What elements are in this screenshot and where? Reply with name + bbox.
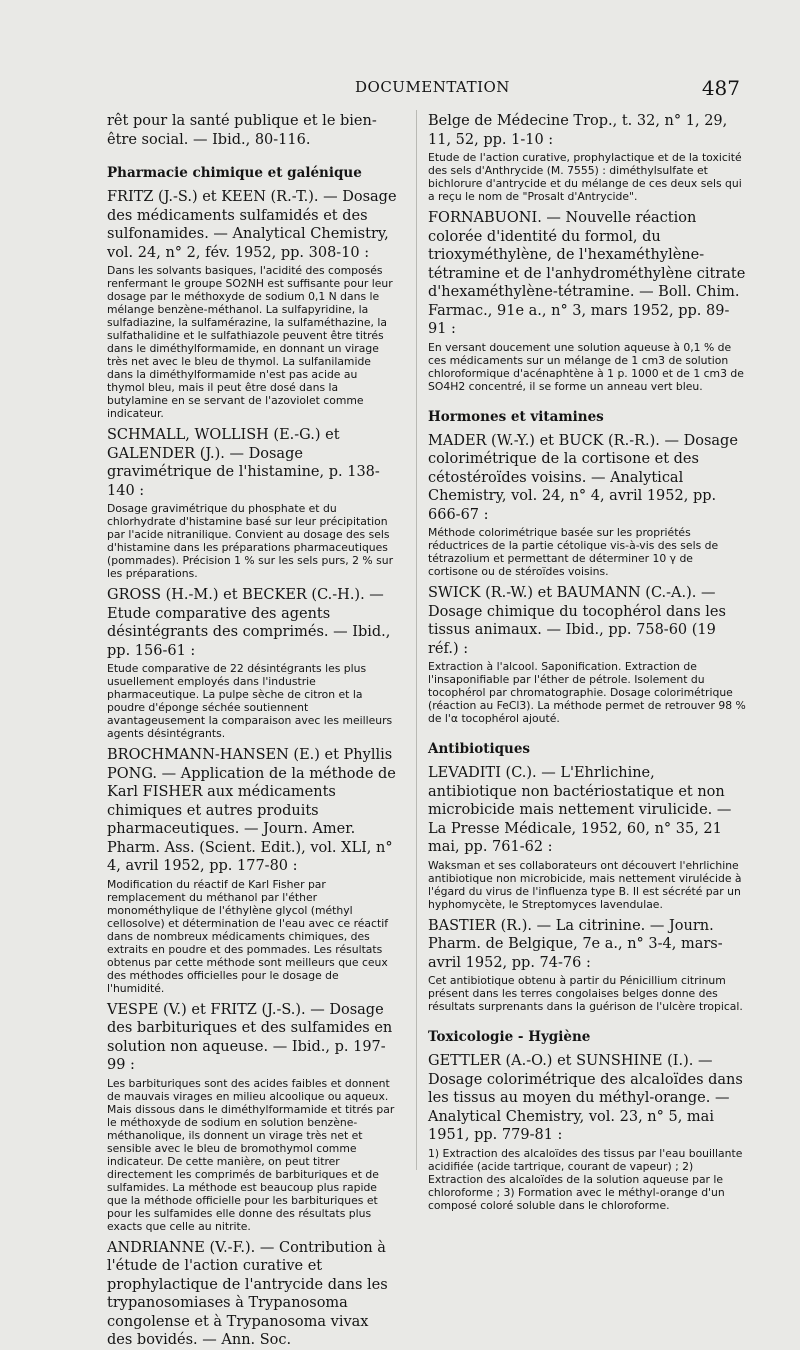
entry-title: MADER (W.-Y.) et BUCK (R.-R.). — Dosage colorimétrique de la cortisone et des cétostéroïdes voisins. — Analytical Chemistry, vol. 24, n° 4, avril 1952, pp. 666-67 : (428, 432, 738, 523)
entry-summary: Etude comparative de 22 désintégrants les plus usuellement employés dans l'industrie pharmaceutique. La pulpe sèche de citron et la poudre d'éponge séchée soutiennent avantageusement la comparaison avec les meilleurs agents désintégrants. (107, 662, 393, 740)
entry-summary: Dosage gravimétrique du phosphate et du chlorhydrate d'histamine basé sur leur précipitation par l'acide nitranilique. Convient au dosage des sels d'histamine dans les préparations pharmaceutiques (pommades). Précision 1 % sur les sels purs, 2 % sur les préparations. (107, 502, 394, 580)
section-title: Hormones et vitamines (428, 408, 604, 425)
bibliography-entry (107, 188, 397, 420)
bibliography-entry (107, 1239, 397, 1350)
bibliography-entry (428, 432, 746, 579)
entry-summary: Waksman et ses collaborateurs ont découvert l'ehrlichine antibiotique non microbicide, mais nettement virulécide à l'égard du virus de l'influenza type B. Il est sécrété par un hyphomycète, le Streptomyces lavendulae. (428, 858, 742, 911)
bibliography-entry (107, 426, 397, 580)
continuation-summary: Etude de l'action curative, prophylactique et de la toxicité des sels d'Anthrycide (M. 7555) : diméthylsulfate et bichlorure d'antrycide et du mélange de ces deux sels qui a reçu le nom de "Prosalt d'Antrycide". (428, 151, 742, 203)
entry-summary: Cet antibiotique obtenu à partir du Pénicillium citrinum présent dans les terres congolaises belges donne des résultats surprenants dans la guérison de l'ulcère tropical. (428, 974, 743, 1013)
bibliography-entry (428, 917, 746, 1014)
entry-title: VESPE (V.) et FRITZ (J.-S.). — Dosage des barbituriques et des sulfamides en solution non aqueuse. — Ibid., p. 197-99 : (107, 1001, 393, 1073)
bibliography-entry (428, 209, 746, 393)
entry-title: FORNABUONI. — Nouvelle réaction colorée d'identité du formol, du trioxyméthylène, de l'hexaméthylène-tétramine et de l'anhydrométhylène citrate d'hexaméthylène-tétramine. — Boll. Chim. Farmac., 91e a., n° 3, mars 1952, pp. 89-91 : (428, 210, 746, 337)
section-title: Antibiotiques (428, 741, 531, 757)
bibliography-entry (107, 1001, 397, 1233)
section-title: Pharmacie chimique et galénique (107, 165, 362, 181)
bibliography-entry (428, 584, 746, 725)
entry-summary: Dans les solvants basiques, l'acidité des composés renfermant le groupe SO2NH est suffisante pour leur dosage par le méthoxyde de sodium 0,1 N dans le mélange benzène-méthanol. La sulfapyridine, la sulfadiazine, la sulfamérazine, la sulfaméthazine, la sulfathalidine et le sulfathiazole peuvent être titrés dans le diméthylformamide, en donnant un virage très net avec le bleu de thymol. La sulfanilamide dans la diméthylformamide n'est pas acide au thymol bleu, mais il peut être dosé dans la butylamine en se servant de l'azoviolet comme indicateur. (107, 264, 393, 420)
bibliography-entry (428, 764, 746, 911)
bibliography-entry (428, 1052, 746, 1212)
entry-title: LEVADITI (C.). — L'Ehrlichine, antibiotique non bactériostatique et non microbicide mais nettement virulicide. — La Presse Médicale, 1952, 60, n° 35, 21 mai, pp. 761-62 : (428, 765, 732, 855)
page-header (100, 76, 740, 98)
entry-summary: 1) Extraction des alcaloïdes des tissus par l'eau bouillante acidifiée (acide tartrique, courant de vapeur) ; 2) Extraction des alcaloïdes de la solution aqueuse par le chloroforme ; 3) Formation avec le méthyl-orange d'un composé coloré soluble dans le chloroforme. (428, 1146, 743, 1212)
entry-summary: Les barbituriques sont des acides faibles et donnent de mauvais virages en milieu alcoolique ou aqueux. Mais dissous dans le diméthylformamide et titrés par le méthoxyde de sodium en solution benzène-méthanolique, ils donnent un virage très net et sensible avec le bleu de bromothymol comme indicateur. De cette manière, on peut titrer directement les comprimés de barbituriques et de sulfamides. La méthode est beaucoup plus rapide que la méthode officielle pour les barbituriques et pour les sulfamides elle donne des résultats plus exacts que celle au nitrite. (107, 1076, 395, 1233)
entry-title: BASTIER (R.). — La citrinine. — Journ. Pharm. de Belgique, 7e a., n° 3-4, mars-avril 1952, pp. 74-76 : (428, 917, 723, 971)
right-column (428, 112, 746, 1212)
entry-summary: Méthode colorimétrique basée sur les propriétés réductrices de la partie cétolique vis-à-vis des sels de tétrazolium et permettant de déterminer 10 γ de cortisone ou de stéroïdes voisins. (428, 526, 719, 578)
entry-summary: Modification du réactif de Karl Fisher par remplacement du méthanol par l'éther monométhylique de l'éthylène glycol (méthyl cellosolve) et détermination de l'eau avec ce réactif dans de nombreux médicaments chimiques, des extraits en poudre et des pommades. Les résultats obtenus par cette méthode sont meilleurs que ceux des méthodes officielles pour le dosage de l'humidité. (107, 877, 388, 995)
entry-title: SCHMALL, WOLLISH (E.-G.) et GALENDER (J.). — Dosage gravimétrique de l'histamine, p. 138-140 : (107, 427, 380, 499)
lead-citation: rêt pour la santé publique et le bien-être social. — Ibid., 80-116. (107, 113, 377, 148)
column-divider (416, 110, 417, 1170)
bibliography-entry (107, 586, 397, 740)
page-number: 487 (701, 76, 740, 100)
entry-title: BROCHMANN-HANSEN (E.) et Phyllis PONG. — Application de la méthode de Karl FISHER aux médicaments chimiques et autres produits pharmaceutiques. — Journ. Amer. Pharm. Ass. (Scient. Edit.), vol. XLI, n° 4, avril 1952, pp. 177-80 : (107, 747, 396, 874)
left-column (107, 112, 397, 1350)
entry-summary: Extraction à l'alcool. Saponification. Extraction de l'insaponifiable par l'éther de pétrole. Isolement du tocophérol par chromatographie. Dosage colorimétrique (réaction au FeCl3). La méthode permet de retrouver 98 % de l'α tocophérol ajouté. (428, 660, 746, 725)
entry-title: GETTLER (A.-O.) et SUNSHINE (I.). — Dosage colorimétrique des alcaloïdes dans les tissus au moyen du méthyl-orange. — Analytical Chemistry, vol. 23, n° 5, mai 1951, pp. 779-81 : (428, 1053, 743, 1143)
continuation-citation: Belge de Médecine Trop., t. 32, n° 1, 29, 11, 52, pp. 1-10 : (428, 113, 728, 148)
entry-title: SWICK (R.-W.) et BAUMANN (C.-A.). — Dosage chimique du tocophérol dans les tissus animaux. — Ibid., pp. 758-60 (19 réf.) : (428, 585, 726, 657)
entry-title: GROSS (H.-M.) et BECKER (C.-H.). — Etude comparative des agents désintégrants des comprimés. — Ibid., pp. 156-61 : (107, 587, 391, 659)
section-title: Toxicologie - Hygiène (428, 1029, 591, 1045)
entry-title: ANDRIANNE (V.-F.). — Contribution à l'étude de l'action curative et prophylactique de l'antrycide dans les trypanosomiases à Trypanosoma congolense et à Trypanosoma vivax des bovidés. — Ann. Soc. (107, 1239, 388, 1348)
entry-title: FRITZ (J.-S.) et KEEN (R.-T.). — Dosage des médicaments sulfamidés et des sulfonamides. — Analytical Chemistry, vol. 24, n° 2, fév. 1952, pp. 308-10 : (107, 189, 397, 261)
bibliography-entry (107, 746, 397, 995)
entry-summary: En versant doucement une solution aqueuse à 0,1 % de ces médicaments sur un mélange de 1 cm3 de solution chloroformique d'acénaphtène à 1 p. 1000 et de 1 cm3 de SO4H2 concentré, il se forme un anneau vert bleu. (428, 340, 744, 393)
running-title: DOCUMENTATION (355, 78, 510, 96)
